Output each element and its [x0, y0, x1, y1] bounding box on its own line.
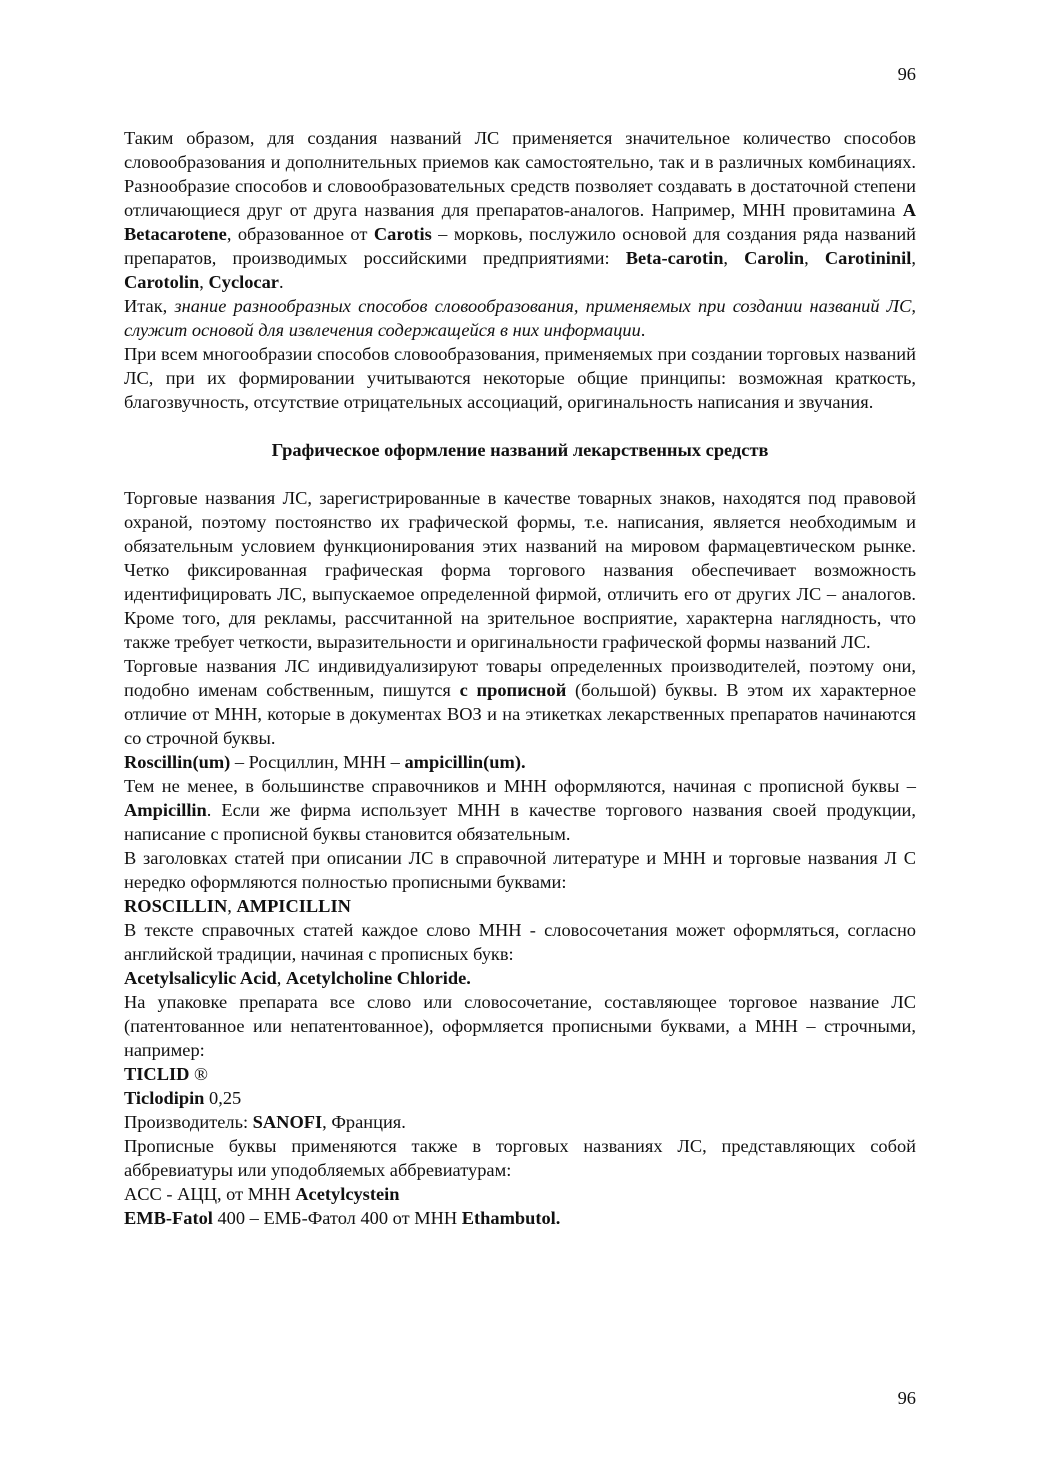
text: 400 – ЕМБ-Фатол 400 от МНН — [212, 1208, 462, 1228]
bold-term: Acetylcholine Chloride. — [285, 968, 471, 988]
text: . Если же фирма использует МНН в качестве торгового названия своей продукции, написание с прописной буквы становится обязательным. — [124, 800, 916, 844]
paragraph-abbreviations: Прописные буквы применяются также в торговых названиях ЛС, представляющих собой аббревиатуры или уподобляемых аббревиатурам: — [124, 1136, 916, 1180]
bold-term: Ethambutol. — [461, 1208, 561, 1228]
italic-text: знание разнообразных способов словообразования, применяемых при создании названий ЛС, служит основой для извлечения содержащейся в них информации — [124, 296, 916, 340]
bold-term: с прописной — [459, 680, 567, 700]
paragraph-word-formation — [124, 126, 916, 294]
bold-term: Roscillin(um) — [124, 752, 231, 772]
paragraph-principles: При всем многообразии способов словообразования, применяемых при создании торговых названий ЛС, при их формировании учитываются некоторые общие принципы: возможная краткость, благозвучность, отсутствие отрицательных ассоциаций, оригинальность написания и звучания. — [124, 344, 916, 412]
text: 0,25 — [204, 1088, 242, 1108]
bold-term: Acetylsalicylic Acid — [124, 968, 277, 988]
bold-term: Cyclocar — [208, 272, 279, 292]
text: , образованное от — [226, 224, 374, 244]
bold-term: Carotis — [373, 224, 432, 244]
bold-term: Carotolin — [124, 272, 200, 292]
text: (большой) буквы. В этом их характерное отличие от МНН, которые в документах ВОЗ и на этикетках лекарственных препаратов начинаются со строчной буквы. — [124, 680, 917, 748]
text: Таким образом, для создания названий ЛС применяется значительное количество способов словообразования и дополнительных приемов как самостоятельно, так и в различных комбинациях. Разнообразие способов и словообразовательных средств позволяет создавать в достаточной степени отличающиеся друг от друга названия для препаратов-аналогов. Например, МНН провитамина — [124, 128, 916, 220]
example-uppercase — [124, 894, 916, 918]
bold-term: AMPICILLIN — [236, 896, 351, 916]
bold-term: Ticlodipin — [124, 1088, 205, 1108]
bold-term: Ampicillin — [124, 800, 207, 820]
paragraph-conclusion — [124, 294, 916, 342]
bold-term: Carotininil — [824, 248, 912, 268]
text: , Франция. — [322, 1112, 406, 1132]
bold-term: A Betacarotene — [124, 200, 916, 244]
text: . — [278, 272, 284, 292]
text: , — [199, 272, 209, 292]
page-number-top: 96 — [897, 64, 916, 84]
example-acc — [124, 1182, 916, 1206]
example-ticlodipin — [124, 1086, 916, 1110]
text: Производитель: — [124, 1112, 253, 1132]
example-roscillin — [124, 750, 916, 774]
section-heading: Графическое оформление названий лекарственных средств — [271, 440, 769, 460]
text: , — [911, 248, 916, 268]
document-body — [124, 126, 916, 1230]
bold-term: EMB-Fatol — [124, 1208, 213, 1228]
text: ® — [189, 1064, 208, 1084]
bold-term: Beta-carotin — [625, 248, 724, 268]
text: , — [804, 248, 825, 268]
example-ticlid — [124, 1062, 916, 1086]
text: , — [227, 896, 237, 916]
text: . — [640, 320, 646, 340]
paragraph-ampicillin — [124, 774, 916, 846]
bold-term: Acetylcystein — [295, 1184, 400, 1204]
text: , — [723, 248, 745, 268]
paragraph-trade-names: Торговые названия ЛС, зарегистрированные в качестве товарных знаков, находятся под правовой охраной, поэтому постоянство их графической формы, т.е. написания, является необходимым и обязательным условием функционирования этих названий на мировом фармацевтическом рынке. Четко фиксированная графическая форма торгового названия обеспечивает возможность идентифицировать ЛС, выпускаемое определенной фирмой, отличить его от других ЛС – аналогов. Кроме того, для рекламы, рассчитанной на зрительное восприятие, характерна наглядность, что также требует четкости, выразительности и оригинальности графической формы названий ЛС. — [124, 488, 916, 652]
paragraph-english-tradition: В тексте справочных статей каждое слово МНН - словосочетания может оформляться, согласно английской традиции, начиная с прописных букв: — [124, 920, 916, 964]
paragraph-packaging: На упаковке препарата все слово или словосочетание, составляющее торговое название ЛС (патентованное или непатентованное), оформляется прописными буквами, а МНН – строчными, например: — [124, 992, 916, 1060]
example-english — [124, 966, 916, 990]
text: – морковь, послужило основой для создания ряда названий препаратов, производимых российскими предприятиями: — [124, 224, 916, 268]
text: Тем не менее, в большинстве справочников и МНН оформляются, начиная с прописной буквы – — [124, 776, 916, 796]
bold-term: ROSCILLIN — [124, 896, 228, 916]
example-emb-fatol — [124, 1206, 916, 1230]
page-number-bottom: 96 — [897, 1388, 916, 1408]
text: Итак, — [124, 296, 175, 316]
text: , — [276, 968, 286, 988]
bold-term: TICLID — [124, 1064, 190, 1084]
text: Торговые названия ЛС индивидуализируют товары определенных производителей, поэтому они, подобно именам собственным, пишутся — [124, 656, 916, 700]
example-manufacturer — [124, 1110, 916, 1134]
paragraph-capital-letter — [124, 654, 916, 750]
bold-term: ampicillin(um). — [404, 752, 526, 772]
text: – Росциллин, МНН – — [230, 752, 405, 772]
paragraph-headings: В заголовках статей при описании ЛС в справочной литературе и МНН и торговые названия Л С нередко оформляются полностью прописными буквами: — [124, 848, 916, 892]
text: ACC - АЦЦ, от МНН — [124, 1184, 296, 1204]
bold-term: Carolin — [744, 248, 805, 268]
bold-term: SANOFI — [252, 1112, 323, 1132]
